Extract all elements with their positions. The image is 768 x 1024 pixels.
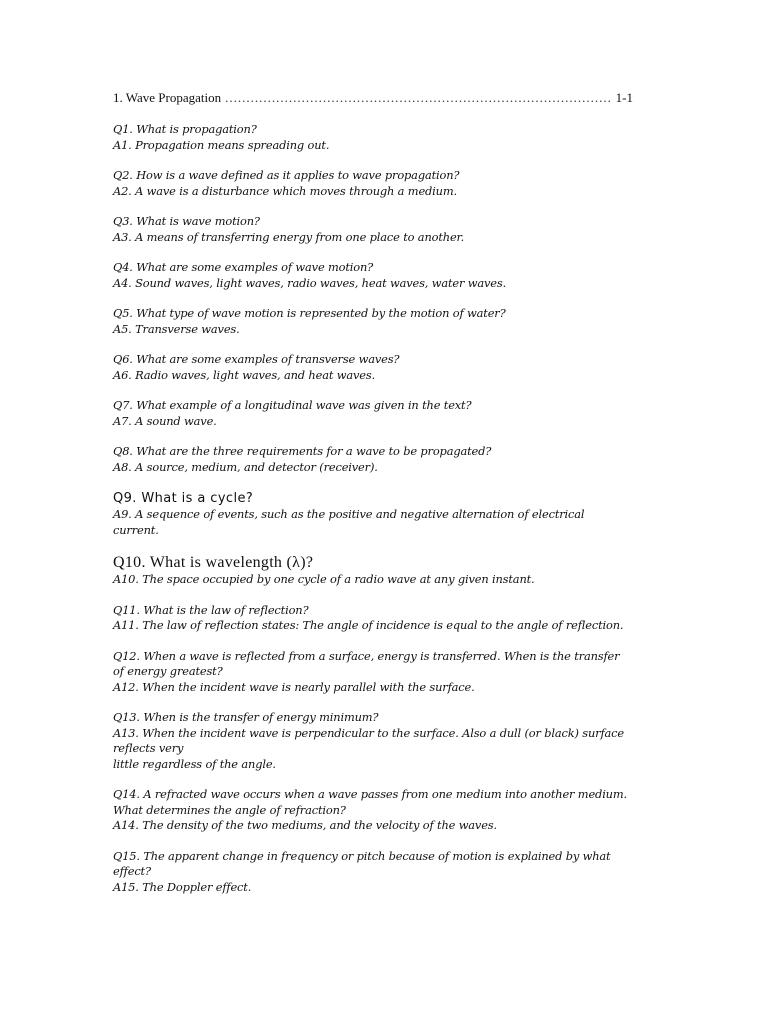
answer: A8. A source, medium, and detector (receiver).: [113, 459, 378, 474]
answer: A5. Transverse waves.: [113, 321, 240, 336]
toc-title: 1. Wave Propagation: [113, 90, 222, 105]
answer: A13. When the incident wave is perpendicular to the surface. Also a dull (or black) surface reflects very: [113, 725, 624, 755]
qa-item-1: [113, 122, 633, 153]
qa-item-12: [113, 649, 633, 696]
question: Q1. What is propagation?: [113, 122, 257, 136]
document-page: [113, 88, 633, 910]
question: Q8. What are the three requirements for a wave to be propagated?: [113, 444, 492, 458]
question: Q2. How is a wave defined as it applies to wave propagation?: [113, 168, 460, 182]
question: Q9. What is a cycle?: [113, 491, 254, 506]
qa-item-9: [113, 490, 633, 538]
toc-leader-dots: [225, 88, 612, 108]
answer: A9. A sequence of events, such as the positive and negative alternation of electrical current.: [113, 507, 585, 537]
question: Q15. The apparent change in frequency or pitch because of motion is explained by what effect?: [113, 848, 611, 878]
qa-item-4: [113, 260, 633, 291]
toc-entry: [113, 88, 633, 108]
answer: A2. A wave is a disturbance which moves through a medium.: [113, 183, 457, 198]
qa-item-8: [113, 444, 633, 475]
answer: A1. Propagation means spreading out.: [113, 137, 330, 152]
question: Q7. What example of a longitudinal wave was given in the text?: [113, 398, 472, 412]
question: Q13. When is the transfer of energy minimum?: [113, 710, 379, 724]
qa-item-6: [113, 352, 633, 383]
question: Q6. What are some examples of transverse waves?: [113, 352, 400, 366]
qa-item-14: [113, 787, 633, 834]
qa-item-11: [113, 603, 633, 634]
question: Q10. What is wavelength (λ)?: [113, 554, 314, 571]
answer-continuation: little regardless of the angle.: [113, 756, 276, 771]
answer: A14. The density of the two mediums, and the velocity of the waves.: [113, 818, 497, 832]
qa-item-7: [113, 398, 633, 429]
qa-item-15: [113, 849, 633, 896]
answer: A6. Radio waves, light waves, and heat waves.: [113, 367, 376, 382]
toc-page-number: 1-1: [615, 90, 633, 105]
answer: A4. Sound waves, light waves, radio waves, heat waves, water waves.: [113, 275, 507, 290]
qa-item-13: [113, 710, 633, 772]
question: Q11. What is the law of reflection?: [113, 602, 309, 617]
question: Q12. When a wave is reflected from a surface, energy is transferred. When is the transfer of energy greatest?: [113, 648, 620, 678]
question: Q4. What are some examples of wave motion?: [113, 260, 374, 274]
answer: A15. The Doppler effect.: [113, 879, 252, 894]
question: Q14. A refracted wave occurs when a wave passes from one medium into another medium. What determines the angle of refraction?: [113, 787, 627, 817]
answer: A7. A sound wave.: [113, 413, 217, 428]
answer: A3. A means of transferring energy from one place to another.: [113, 229, 465, 244]
qa-item-5: [113, 306, 633, 337]
qa-item-2: [113, 168, 633, 199]
question: Q5. What type of wave motion is represented by the motion of water?: [113, 306, 506, 320]
answer: A10. The space occupied by one cycle of a radio wave at any given instant.: [113, 572, 535, 586]
question: Q3. What is wave motion?: [113, 214, 260, 228]
answer: A12. When the incident wave is nearly parallel with the surface.: [113, 679, 475, 694]
qa-item-10: [113, 554, 633, 588]
answer: A11. The law of reflection states: The angle of incidence is equal to the angle of reflection.: [113, 618, 624, 632]
qa-item-3: [113, 214, 633, 245]
